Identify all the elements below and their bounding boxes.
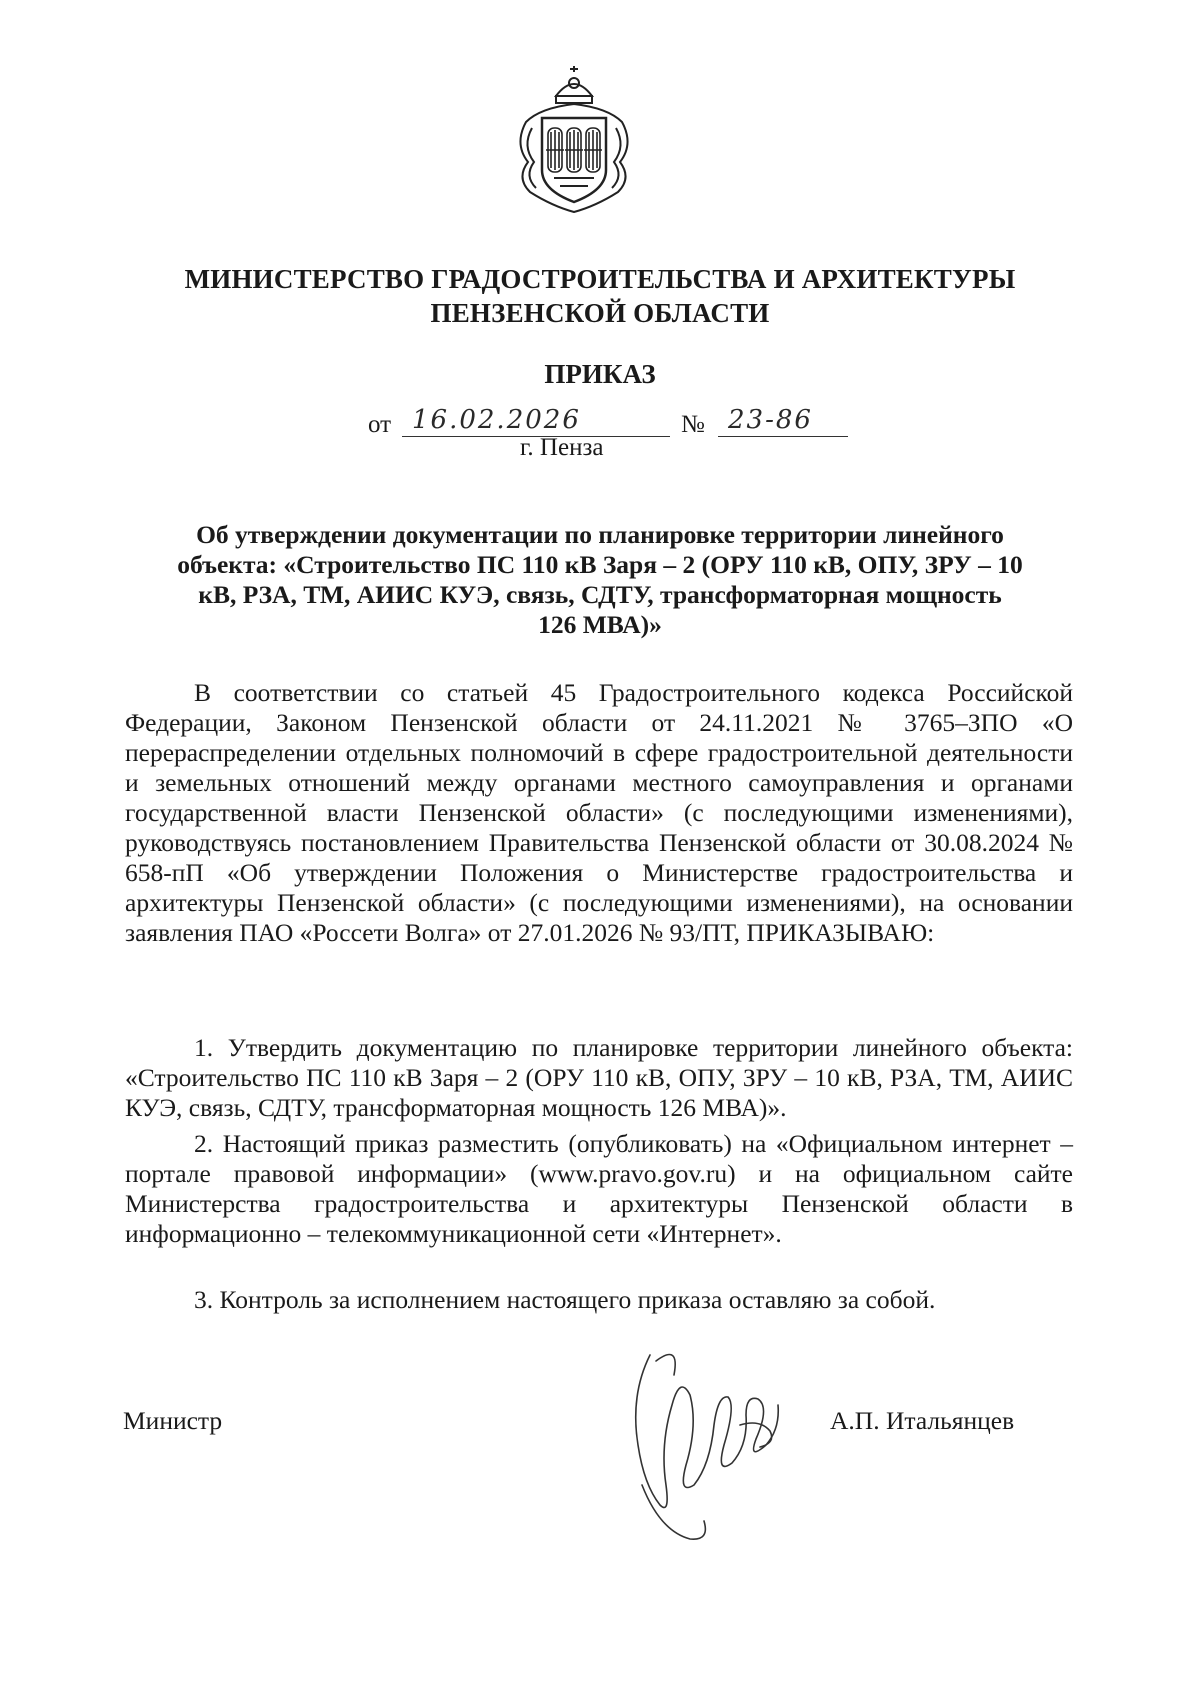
document-type: ПРИКАЗ	[544, 359, 656, 389]
signer-name: А.П. Итальянцев	[830, 1406, 1015, 1435]
subject-line-3: кВ, РЗА, ТМ, АИИС КУЭ, связь, СДТУ, трансформаторная мощность	[198, 580, 1002, 609]
handwritten-signature-icon	[620, 1335, 800, 1545]
subject-line-2: объекта: «Строительство ПС 110 кВ Заря – 2 (ОРУ 110 кВ, ОПУ, ЗРУ – 10	[177, 550, 1023, 579]
handwritten-date: 16.02.2026	[402, 405, 670, 437]
ministry-line-1: МИНИСТЕРСТВО ГРАДОСТРОИТЕЛЬСТВА И АРХИТЕКТУРЫ	[184, 264, 1016, 294]
city: г. Пенза	[520, 434, 604, 461]
subject-line-4: 126 МВА)»	[538, 610, 662, 639]
preamble-paragraph: В соответствии со статьей 45 Градостроительного кодекса Российской Федерации, Законом Пензенской области от 24.11.2021 № 3765–ЗПО «О перераспределении отдельных полномочий в сфере градостроительной деятельности и земельных отношений между органами местного самоуправления и органами государственной власти Пензенской области» (с последующими изменениями), руководствуясь постановлением Правительства Пензенской области от 30.08.2024 № 658-пП «Об утверждении Положения о Министерстве градостроительства и архитектуры Пензенской области» (с последующими изменениями), на основании заявления ПАО «Россети Волга» от 27.01.2026 № 93/ПТ, ПРИКАЗЫВАЮ:	[125, 678, 1073, 947]
ministry-line-2: ПЕНЗЕНСКОЙ ОБЛАСТИ	[430, 298, 770, 328]
number-prefix: №	[681, 411, 705, 438]
handwritten-number: 23-86	[718, 405, 848, 437]
order-item-2: 2. Настоящий приказ разместить (опубликовать) на «Официальном интернет – портале правовой информации» (www.pravo.gov.ru) и на официальном сайте Министерства градостроительства и архитектуры Пензенской области в информационно – телекоммуникационной сети «Интернет».	[125, 1129, 1073, 1248]
coat-of-arms-icon	[512, 66, 636, 214]
ministry-name	[150, 262, 1050, 330]
order-item-3: 3. Контроль за исполнением настоящего приказа оставляю за собой.	[194, 1285, 936, 1314]
date-prefix: от	[368, 411, 392, 438]
order-subject	[125, 520, 1075, 640]
signer-position: Министр	[123, 1406, 223, 1435]
order-item-1: 1. Утвердить документацию по планировке территории линейного объекта: «Строительство ПС 110 кВ Заря – 2 (ОРУ 110 кВ, ОПУ, ЗРУ – 10 кВ, РЗА, ТМ, АИИС КУЭ, связь, СДТУ, трансформаторная мощность 126 МВА)».	[125, 1033, 1073, 1122]
subject-line-1: Об утверждении документации по планировке территории линейного	[196, 520, 1004, 549]
